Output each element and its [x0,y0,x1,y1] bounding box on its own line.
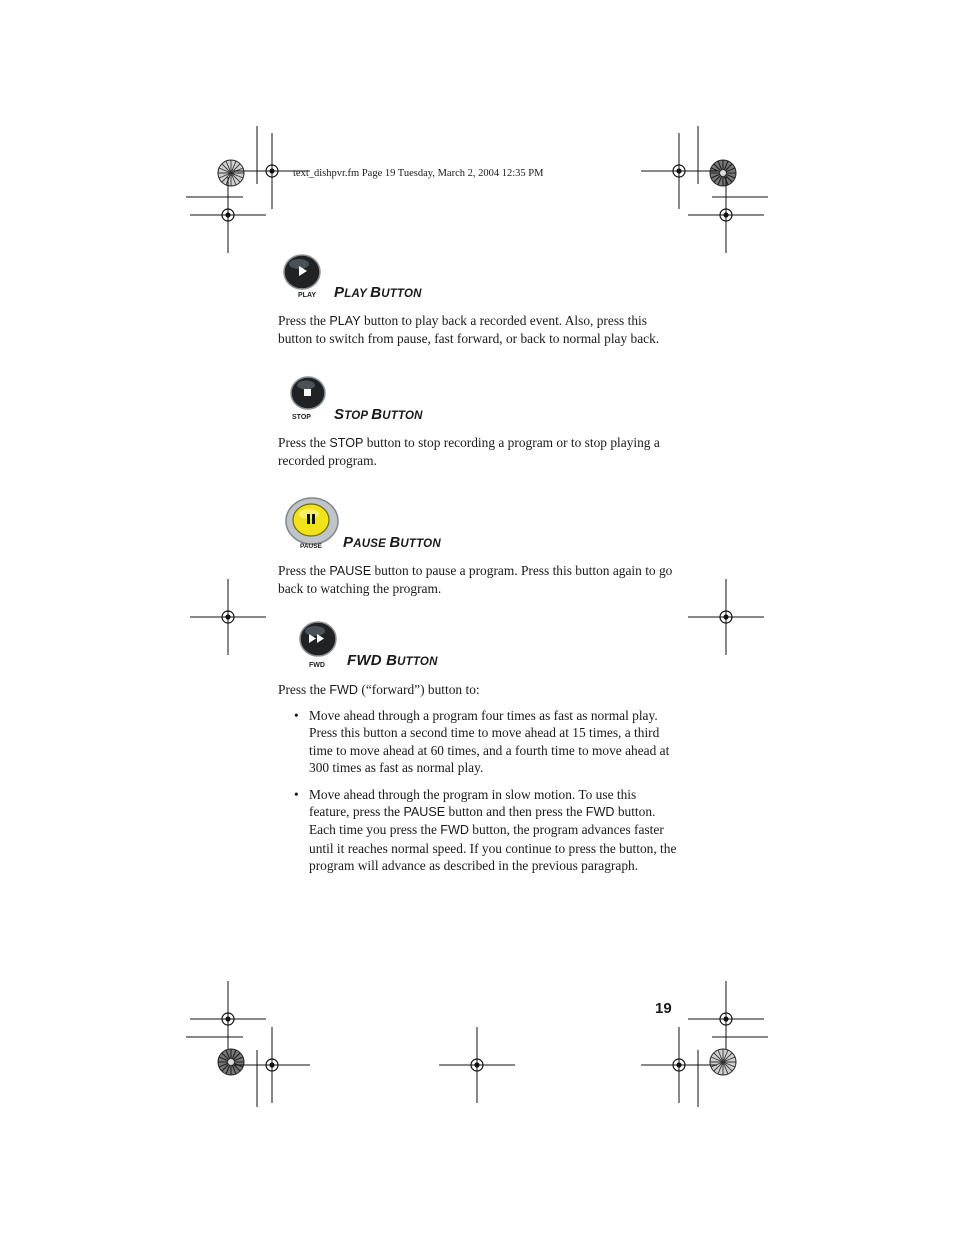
stop-button-description: Press the STOP button to stop recording a program or to stop playing a recorded program. [278,435,660,469]
pause-icon-label: PAUSE [300,543,322,550]
stop-icon-label: STOP [292,414,311,421]
fwd-icon-label: FWD [309,662,325,669]
stop-button-icon [286,374,334,422]
play-button-heading: PLAY BUTTON [334,284,422,301]
file-info-header: text_dishpvr.fm Page 19 Tuesday, March 2, 2004 12:35 PM [293,168,544,179]
play-icon-label: PLAY [298,292,317,299]
stop-button-heading: STOP BUTTON [334,406,423,423]
list-item: • Move ahead through the program in slow motion. To use this feature, press the PAUSE button and then press the FWD button. Each time you press the FWD button, the program advances faster until it reaches normal speed. If you continue to press the button, the program will advance as described in the previous paragraph. [294,786,677,874]
fwd-button-heading: FWD BUTTON [347,652,438,669]
page-number: 19 [655,1000,672,1017]
bullet-icon: • [294,708,299,723]
fwd-button-intro: Press the FWD (“forward”) button to: [278,682,480,697]
bullet-icon: • [294,786,299,802]
pause-button-heading: PAUSE BUTTON [343,534,441,551]
fwd-bullet-list [294,707,678,884]
play-button-description: Press the PLAY button to play back a recorded event. Also, press this button to switch from pause, fast forward, or back to normal play back. [278,313,660,347]
list-item: • Move ahead through a program four times as fast as normal play. Press this button a second time to move ahead at 15 times, a third time to move ahead at 60 times, and a fourth time to move ahead at 300 times as fast as normal play. [294,708,670,776]
pause-button-icon [283,496,341,552]
fwd-button-icon [296,620,344,670]
play-button-icon [280,252,328,300]
pause-button-description: Press the PAUSE button to pause a program. Press this button again to go back to watching the program. [278,563,673,597]
